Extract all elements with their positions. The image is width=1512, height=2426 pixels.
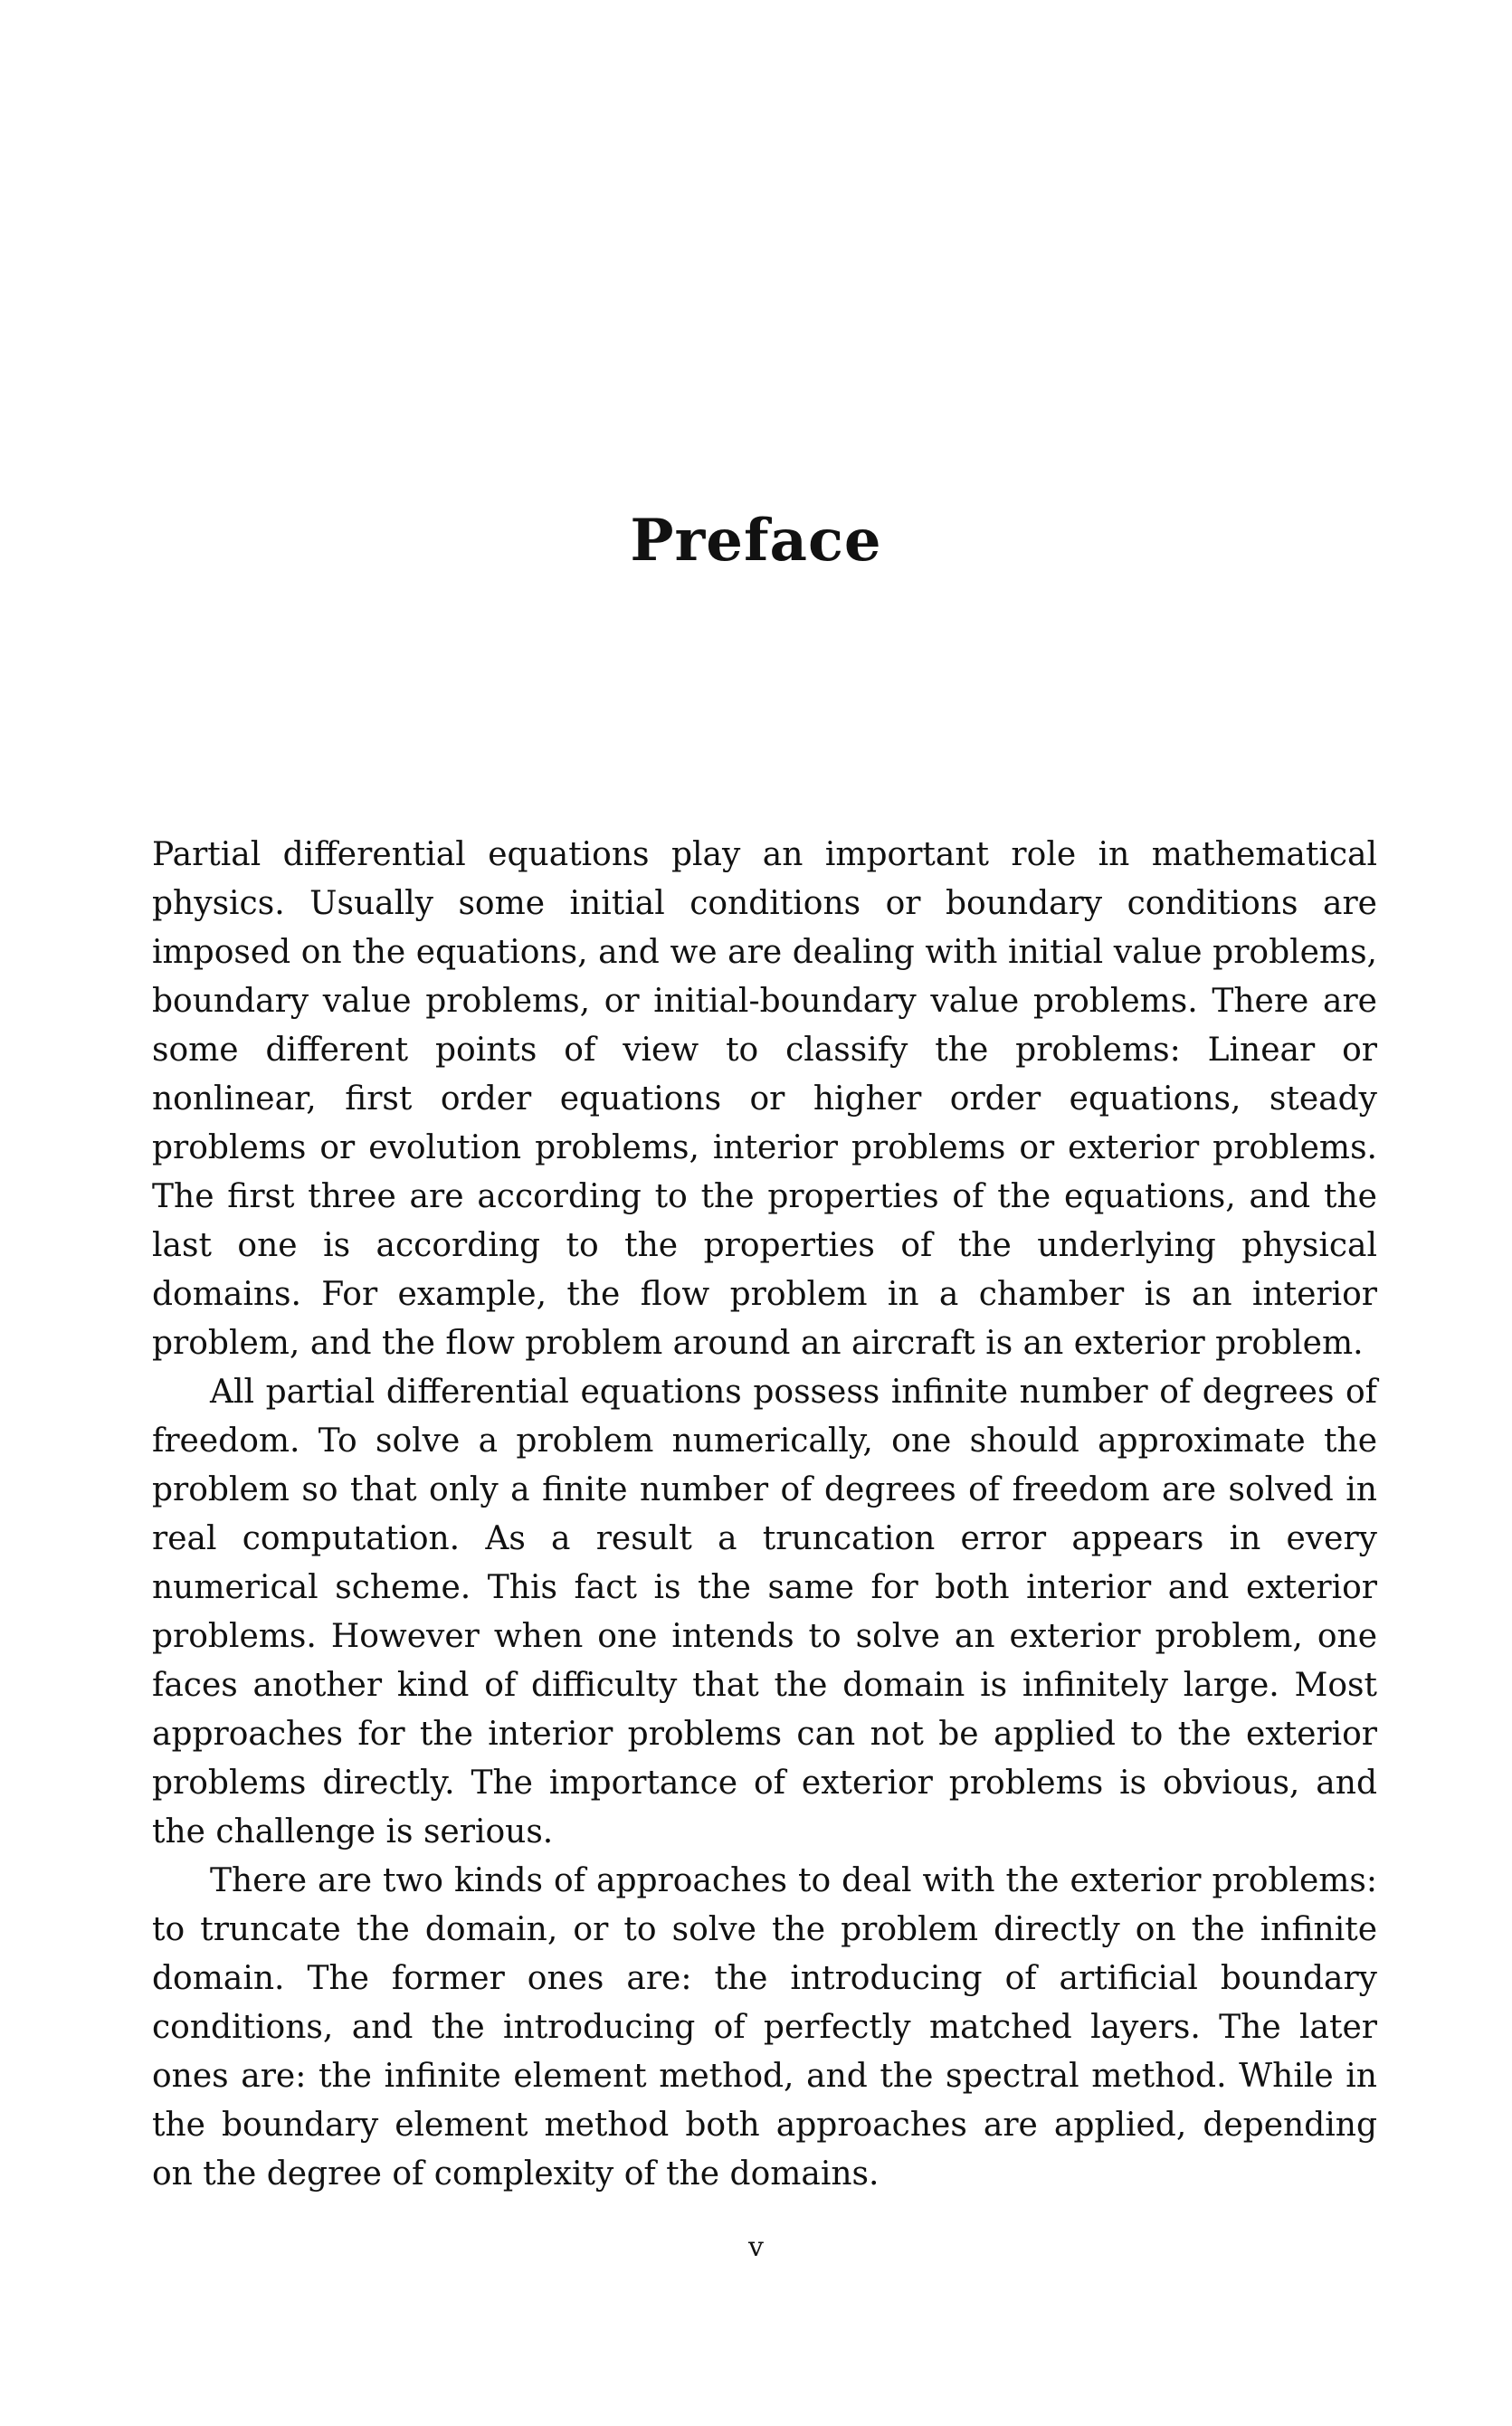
page-number: v	[748, 2231, 764, 2263]
paragraph-2: All partial differential equations possess infinite number of degrees of freedom. To solve a problem numerically, one should approximate the problem so that only a finite number of degrees of freedom are solved in real computation. As a result a truncation error appears in every numerical scheme. This fact is the same for both interior and exterior problems. However when one intends to solve an exterior problem, one faces another kind of difficulty that the domain is infinitely large. Most approaches for the interior problems can not be applied to the exterior problems directly. The importance of exterior problems is obvious, and the challenge is serious.	[152, 1374, 1377, 1850]
preface-body	[152, 831, 1377, 2199]
paragraph-3: There are two kinds of approaches to deal with the exterior problems: to truncate the domain, or to solve the problem directly on the infinite domain. The former ones are: the introducing of artificial boundary conditions, and the introducing of perfectly matched layers. The later ones are: the infinite element method, and the spectral method. While in the boundary element method both approaches are applied, depending on the degree of complexity of the domains.	[152, 1862, 1377, 2193]
paragraph-1: Partial differential equations play an important role in mathematical physics. Usually some initial conditions or boundary conditions are imposed on the equations, and we are dealing with initial value problems, boundary value problems, or initial-boundary value problems. There are some different points of view to classify the problems: Linear or nonlinear, first order equations or higher order equations, steady problems or evolution problems, interior problems or exterior problems. The first three are according to the properties of the equations, and the last one is according to the properties of the underlying physical domains. For example, the flow problem in a chamber is an interior problem, and the flow problem around an aircraft is an exterior problem.	[152, 836, 1377, 1362]
page-title: Preface	[630, 507, 882, 575]
